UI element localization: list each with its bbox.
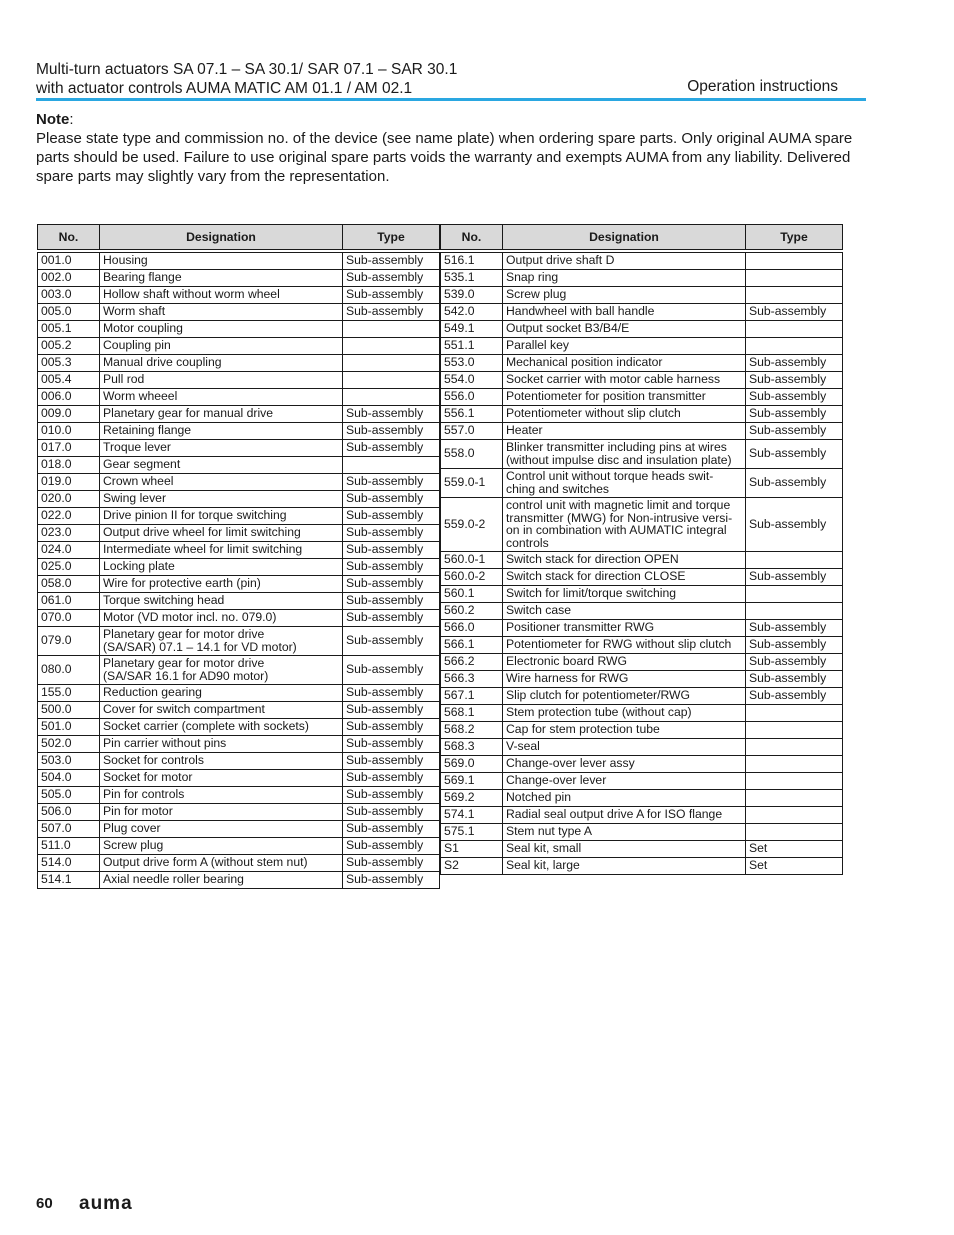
cell-no: 511.0 bbox=[38, 838, 100, 855]
table-row bbox=[441, 270, 843, 287]
cell-no: 005.3 bbox=[38, 355, 100, 372]
cell-type bbox=[746, 807, 843, 824]
cell-type: Sub-assembly bbox=[343, 593, 440, 610]
table-row bbox=[441, 569, 843, 586]
column-header-type: Type bbox=[343, 225, 440, 250]
cell-no: 504.0 bbox=[38, 770, 100, 787]
cell-no: 559.0-1 bbox=[441, 469, 503, 498]
cell-designation: Axial needle roller bearing bbox=[100, 872, 343, 889]
cell-designation: Torque switching head bbox=[100, 593, 343, 610]
cell-designation: Switch stack for direction OPEN bbox=[503, 552, 746, 569]
table-row bbox=[38, 719, 440, 736]
table-row bbox=[441, 620, 843, 637]
cell-designation: Locking plate bbox=[100, 559, 343, 576]
header-title-line-2: with actuator controls AUMA MATIC AM 01.1 / AM 02.1 bbox=[36, 80, 413, 97]
cell-type: Sub-assembly bbox=[746, 688, 843, 705]
page-header bbox=[36, 60, 866, 98]
cell-type: Sub-assembly bbox=[746, 498, 843, 552]
cell-no: 018.0 bbox=[38, 457, 100, 474]
cell-no: 501.0 bbox=[38, 719, 100, 736]
cell-type bbox=[746, 722, 843, 739]
cell-no: 549.1 bbox=[441, 321, 503, 338]
cell-type: Sub-assembly bbox=[746, 406, 843, 423]
cell-type: Sub-assembly bbox=[343, 719, 440, 736]
cell-designation: Change-over lever bbox=[503, 773, 746, 790]
table-row bbox=[441, 253, 843, 270]
cell-type: Sub-assembly bbox=[746, 355, 843, 372]
cell-no: 516.1 bbox=[441, 253, 503, 270]
cell-type bbox=[746, 287, 843, 304]
cell-type bbox=[343, 372, 440, 389]
cell-no: 503.0 bbox=[38, 753, 100, 770]
cell-designation: Radial seal output drive A for ISO flange bbox=[503, 807, 746, 824]
table-row bbox=[441, 756, 843, 773]
cell-designation: Reduction gearing bbox=[100, 685, 343, 702]
table-row bbox=[38, 627, 440, 656]
cell-type: Sub-assembly bbox=[343, 508, 440, 525]
cell-designation: Socket carrier with motor cable harness bbox=[503, 372, 746, 389]
cell-designation: Plug cover bbox=[100, 821, 343, 838]
cell-designation: Socket for motor bbox=[100, 770, 343, 787]
cell-type: Sub-assembly bbox=[746, 440, 843, 469]
cell-type: Sub-assembly bbox=[343, 787, 440, 804]
cell-no: 022.0 bbox=[38, 508, 100, 525]
cell-type: Sub-assembly bbox=[343, 838, 440, 855]
cell-designation: Output socket B3/B4/E bbox=[503, 321, 746, 338]
cell-designation: Output drive wheel for limit switching bbox=[100, 525, 343, 542]
cell-type bbox=[343, 338, 440, 355]
cell-type bbox=[746, 773, 843, 790]
cell-designation: Wire for protective earth (pin) bbox=[100, 576, 343, 593]
table-row bbox=[38, 656, 440, 685]
cell-no: 539.0 bbox=[441, 287, 503, 304]
page-number: 60 bbox=[36, 1194, 53, 1212]
column-header-no: No. bbox=[38, 225, 100, 250]
parts-table-right bbox=[440, 224, 843, 875]
cell-no: 023.0 bbox=[38, 525, 100, 542]
cell-designation: Potentiometer for position transmitter bbox=[503, 389, 746, 406]
table-row bbox=[441, 372, 843, 389]
cell-type: Sub-assembly bbox=[746, 304, 843, 321]
cell-designation: Stem nut type A bbox=[503, 824, 746, 841]
table-row bbox=[441, 671, 843, 688]
table-header-row bbox=[38, 225, 440, 250]
cell-no: 560.2 bbox=[441, 603, 503, 620]
cell-designation: Seal kit, large bbox=[503, 858, 746, 875]
cell-no: 557.0 bbox=[441, 423, 503, 440]
cell-designation: Output drive form A (without stem nut) bbox=[100, 855, 343, 872]
cell-type bbox=[746, 756, 843, 773]
table-row bbox=[38, 593, 440, 610]
parts-table-left bbox=[37, 224, 440, 889]
cell-type: Sub-assembly bbox=[343, 491, 440, 508]
cell-no: 507.0 bbox=[38, 821, 100, 838]
cell-no: 569.1 bbox=[441, 773, 503, 790]
cell-designation: Pin for controls bbox=[100, 787, 343, 804]
cell-no: 554.0 bbox=[441, 372, 503, 389]
cell-designation: Swing lever bbox=[100, 491, 343, 508]
cell-designation: Gear segment bbox=[100, 457, 343, 474]
cell-no: 005.4 bbox=[38, 372, 100, 389]
cell-type: Sub-assembly bbox=[343, 423, 440, 440]
cell-type: Sub-assembly bbox=[343, 702, 440, 719]
cell-no: 560.0-1 bbox=[441, 552, 503, 569]
cell-designation: Planetary gear for manual drive bbox=[100, 406, 343, 423]
table-row bbox=[441, 654, 843, 671]
cell-no: 569.2 bbox=[441, 790, 503, 807]
cell-designation: Manual drive coupling bbox=[100, 355, 343, 372]
cell-no: 061.0 bbox=[38, 593, 100, 610]
cell-no: 006.0 bbox=[38, 389, 100, 406]
table-row bbox=[38, 838, 440, 855]
cell-no: S1 bbox=[441, 841, 503, 858]
cell-designation: V-seal bbox=[503, 739, 746, 756]
note-block: Note: Please state type and commission no. of the device (see name plate) when ordering spare parts. Only original AUMA spare parts should be used. Failure to use original spare parts voids the warranty and exempts AUMA from any liability. Delivered spare parts may slightly vary from the representation. bbox=[36, 110, 866, 186]
cell-designation: Crown wheel bbox=[100, 474, 343, 491]
cell-no: 551.1 bbox=[441, 338, 503, 355]
column-header-type: Type bbox=[746, 225, 843, 250]
cell-no: 567.1 bbox=[441, 688, 503, 705]
cell-no: 005.1 bbox=[38, 321, 100, 338]
cell-designation: Slip clutch for potentiometer/RWG bbox=[503, 688, 746, 705]
cell-type: Sub-assembly bbox=[343, 627, 440, 656]
column-header-designation: Designation bbox=[503, 225, 746, 250]
cell-type: Sub-assembly bbox=[343, 440, 440, 457]
table-row bbox=[441, 355, 843, 372]
table-row bbox=[38, 355, 440, 372]
table-row bbox=[38, 287, 440, 304]
cell-no: 560.0-2 bbox=[441, 569, 503, 586]
table-row bbox=[38, 406, 440, 423]
table-row bbox=[38, 338, 440, 355]
cell-designation: Electronic board RWG bbox=[503, 654, 746, 671]
table-row bbox=[38, 821, 440, 838]
cell-no: 005.2 bbox=[38, 338, 100, 355]
cell-type: Sub-assembly bbox=[343, 753, 440, 770]
table-row bbox=[441, 304, 843, 321]
cell-designation: Motor coupling bbox=[100, 321, 343, 338]
table-row bbox=[441, 287, 843, 304]
cell-type: Sub-assembly bbox=[746, 654, 843, 671]
cell-designation: Screw plug bbox=[100, 838, 343, 855]
cell-designation: Pin carrier without pins bbox=[100, 736, 343, 753]
cell-designation: Positioner transmitter RWG bbox=[503, 620, 746, 637]
table-row bbox=[38, 576, 440, 593]
table-row bbox=[441, 790, 843, 807]
cell-type: Sub-assembly bbox=[746, 620, 843, 637]
cell-no: 566.1 bbox=[441, 637, 503, 654]
cell-type bbox=[746, 586, 843, 603]
cell-type: Sub-assembly bbox=[343, 610, 440, 627]
cell-type: Sub-assembly bbox=[343, 736, 440, 753]
cell-designation: Control unit without torque heads swit- ching and switches bbox=[503, 469, 746, 498]
header-doc-type: Operation instructions bbox=[687, 78, 838, 95]
cell-designation: Switch for limit/torque switching bbox=[503, 586, 746, 603]
cell-no: 556.1 bbox=[441, 406, 503, 423]
cell-type: Sub-assembly bbox=[343, 542, 440, 559]
table-row bbox=[38, 770, 440, 787]
cell-no: 070.0 bbox=[38, 610, 100, 627]
table-row bbox=[38, 610, 440, 627]
cell-no: 009.0 bbox=[38, 406, 100, 423]
auma-logo bbox=[79, 1193, 151, 1213]
cell-type: Sub-assembly bbox=[343, 559, 440, 576]
cell-type: Sub-assembly bbox=[343, 474, 440, 491]
cell-type bbox=[343, 355, 440, 372]
cell-designation: Pin for motor bbox=[100, 804, 343, 821]
table-row bbox=[38, 423, 440, 440]
cell-no: 568.3 bbox=[441, 739, 503, 756]
cell-designation: Cover for switch compartment bbox=[100, 702, 343, 719]
cell-designation: Hollow shaft without worm wheel bbox=[100, 287, 343, 304]
cell-type: Sub-assembly bbox=[746, 671, 843, 688]
table-row bbox=[38, 253, 440, 270]
cell-type: Sub-assembly bbox=[343, 855, 440, 872]
table-row bbox=[38, 804, 440, 821]
cell-no: 535.1 bbox=[441, 270, 503, 287]
table-row bbox=[441, 321, 843, 338]
cell-no: 575.1 bbox=[441, 824, 503, 841]
cell-type bbox=[746, 338, 843, 355]
cell-no: 569.0 bbox=[441, 756, 503, 773]
cell-type bbox=[746, 552, 843, 569]
table-row bbox=[38, 491, 440, 508]
cell-type: Sub-assembly bbox=[343, 770, 440, 787]
cell-type bbox=[746, 705, 843, 722]
table-row bbox=[441, 603, 843, 620]
cell-type: Sub-assembly bbox=[343, 576, 440, 593]
table-header-row bbox=[441, 225, 843, 250]
table-row bbox=[38, 440, 440, 457]
cell-type: Sub-assembly bbox=[746, 469, 843, 498]
note-text: Please state type and commission no. of the device (see name plate) when ordering spare parts. Only original AUMA spare parts should be used. Failure to use original spare parts voids the warranty and exempts AUMA from any liability. Delivered spare parts may slightly vary from the representation. bbox=[36, 130, 853, 185]
header-rule bbox=[36, 98, 866, 101]
cell-no: 559.0-2 bbox=[441, 498, 503, 552]
page-footer bbox=[36, 1193, 151, 1213]
table-row bbox=[38, 787, 440, 804]
cell-no: 019.0 bbox=[38, 474, 100, 491]
table-row bbox=[441, 389, 843, 406]
cell-designation: Potentiometer without slip clutch bbox=[503, 406, 746, 423]
cell-no: S2 bbox=[441, 858, 503, 875]
table-row bbox=[441, 498, 843, 552]
table-row bbox=[38, 525, 440, 542]
cell-type: Sub-assembly bbox=[343, 804, 440, 821]
table-row bbox=[38, 321, 440, 338]
table-row bbox=[441, 688, 843, 705]
cell-no: 079.0 bbox=[38, 627, 100, 656]
table-row bbox=[38, 389, 440, 406]
cell-no: 574.1 bbox=[441, 807, 503, 824]
table-row bbox=[441, 338, 843, 355]
cell-type: Set bbox=[746, 841, 843, 858]
table-row bbox=[38, 702, 440, 719]
cell-type: Set bbox=[746, 858, 843, 875]
cell-type bbox=[343, 457, 440, 474]
table-row bbox=[38, 304, 440, 321]
cell-no: 506.0 bbox=[38, 804, 100, 821]
cell-designation: Intermediate wheel for limit switching bbox=[100, 542, 343, 559]
cell-designation: Cap for stem protection tube bbox=[503, 722, 746, 739]
cell-type bbox=[746, 824, 843, 841]
table-row bbox=[441, 440, 843, 469]
cell-designation: Housing bbox=[100, 253, 343, 270]
cell-no: 005.0 bbox=[38, 304, 100, 321]
cell-no: 514.0 bbox=[38, 855, 100, 872]
cell-type bbox=[746, 739, 843, 756]
table-row bbox=[441, 773, 843, 790]
cell-designation: Notched pin bbox=[503, 790, 746, 807]
table-row bbox=[441, 722, 843, 739]
table-row bbox=[38, 753, 440, 770]
cell-type bbox=[343, 389, 440, 406]
cell-no: 502.0 bbox=[38, 736, 100, 753]
cell-designation: Screw plug bbox=[503, 287, 746, 304]
cell-no: 020.0 bbox=[38, 491, 100, 508]
cell-no: 025.0 bbox=[38, 559, 100, 576]
cell-no: 017.0 bbox=[38, 440, 100, 457]
table-row bbox=[38, 372, 440, 389]
cell-designation: Wire harness for RWG bbox=[503, 671, 746, 688]
cell-designation: Snap ring bbox=[503, 270, 746, 287]
table-row bbox=[38, 508, 440, 525]
cell-designation: Blinker transmitter including pins at wires (without impulse disc and insulation plate) bbox=[503, 440, 746, 469]
cell-type bbox=[343, 321, 440, 338]
cell-designation: Worm wheeel bbox=[100, 389, 343, 406]
cell-designation: Coupling pin bbox=[100, 338, 343, 355]
cell-no: 566.2 bbox=[441, 654, 503, 671]
cell-designation: Potentiometer for RWG without slip clutch bbox=[503, 637, 746, 654]
cell-designation: Socket for controls bbox=[100, 753, 343, 770]
table-row bbox=[441, 705, 843, 722]
cell-designation: Planetary gear for motor drive (SA/SAR) 07.1 – 14.1 for VD motor) bbox=[100, 627, 343, 656]
cell-type: Sub-assembly bbox=[343, 253, 440, 270]
cell-type: Sub-assembly bbox=[746, 637, 843, 654]
table-row bbox=[441, 841, 843, 858]
cell-type: Sub-assembly bbox=[343, 525, 440, 542]
cell-no: 553.0 bbox=[441, 355, 503, 372]
cell-type: Sub-assembly bbox=[746, 569, 843, 586]
table-row bbox=[38, 736, 440, 753]
cell-type: Sub-assembly bbox=[343, 406, 440, 423]
cell-designation: Handwheel with ball handle bbox=[503, 304, 746, 321]
cell-no: 010.0 bbox=[38, 423, 100, 440]
cell-type bbox=[746, 790, 843, 807]
cell-designation: Output drive shaft D bbox=[503, 253, 746, 270]
cell-designation: Troque lever bbox=[100, 440, 343, 457]
logo-text: auma bbox=[78, 1193, 133, 1213]
cell-no: 568.1 bbox=[441, 705, 503, 722]
cell-type bbox=[746, 603, 843, 620]
header-title-line-1: Multi-turn actuators SA 07.1 – SA 30.1/ SAR 07.1 – SAR 30.1 bbox=[36, 61, 458, 78]
cell-designation: Motor (VD motor incl. no. 079.0) bbox=[100, 610, 343, 627]
cell-no: 514.1 bbox=[38, 872, 100, 889]
cell-type: Sub-assembly bbox=[343, 685, 440, 702]
cell-no: 080.0 bbox=[38, 656, 100, 685]
note-title: Note bbox=[36, 111, 70, 128]
cell-type: Sub-assembly bbox=[343, 304, 440, 321]
cell-designation: Socket carrier (complete with sockets) bbox=[100, 719, 343, 736]
cell-designation: Retaining flange bbox=[100, 423, 343, 440]
table-row bbox=[38, 542, 440, 559]
cell-type bbox=[746, 321, 843, 338]
cell-designation: Change-over lever assy bbox=[503, 756, 746, 773]
table-row bbox=[441, 552, 843, 569]
cell-designation: Bearing flange bbox=[100, 270, 343, 287]
table-row bbox=[441, 423, 843, 440]
cell-no: 558.0 bbox=[441, 440, 503, 469]
cell-type bbox=[746, 253, 843, 270]
cell-no: 003.0 bbox=[38, 287, 100, 304]
cell-type: Sub-assembly bbox=[343, 656, 440, 685]
cell-type: Sub-assembly bbox=[746, 372, 843, 389]
cell-designation: Heater bbox=[503, 423, 746, 440]
cell-no: 566.3 bbox=[441, 671, 503, 688]
table-row bbox=[38, 685, 440, 702]
cell-no: 155.0 bbox=[38, 685, 100, 702]
cell-type: Sub-assembly bbox=[343, 270, 440, 287]
table-row bbox=[441, 406, 843, 423]
cell-designation: Mechanical position indicator bbox=[503, 355, 746, 372]
cell-type: Sub-assembly bbox=[343, 821, 440, 838]
cell-no: 566.0 bbox=[441, 620, 503, 637]
cell-no: 568.2 bbox=[441, 722, 503, 739]
column-header-designation: Designation bbox=[100, 225, 343, 250]
cell-type: Sub-assembly bbox=[343, 872, 440, 889]
cell-type: Sub-assembly bbox=[746, 389, 843, 406]
table-row bbox=[38, 474, 440, 491]
cell-designation: Switch stack for direction CLOSE bbox=[503, 569, 746, 586]
cell-designation: Drive pinion II for torque switching bbox=[100, 508, 343, 525]
cell-designation: Seal kit, small bbox=[503, 841, 746, 858]
cell-type: Sub-assembly bbox=[746, 423, 843, 440]
cell-no: 024.0 bbox=[38, 542, 100, 559]
cell-designation: Worm shaft bbox=[100, 304, 343, 321]
table-row bbox=[441, 586, 843, 603]
cell-designation: Pull rod bbox=[100, 372, 343, 389]
table-row bbox=[38, 559, 440, 576]
cell-no: 058.0 bbox=[38, 576, 100, 593]
cell-designation: Parallel key bbox=[503, 338, 746, 355]
table-row bbox=[38, 270, 440, 287]
cell-designation: control unit with magnetic limit and torque transmitter (MWG) for Non-intrusive versi- on in combination with AUMATIC integral controls bbox=[503, 498, 746, 552]
table-row bbox=[441, 824, 843, 841]
cell-designation: Planetary gear for motor drive (SA/SAR 16.1 for AD90 motor) bbox=[100, 656, 343, 685]
table-row bbox=[441, 807, 843, 824]
cell-type: Sub-assembly bbox=[343, 287, 440, 304]
cell-designation: Switch case bbox=[503, 603, 746, 620]
table-row bbox=[441, 858, 843, 875]
cell-no: 001.0 bbox=[38, 253, 100, 270]
table-row bbox=[38, 457, 440, 474]
cell-no: 500.0 bbox=[38, 702, 100, 719]
cell-designation: Stem protection tube (without cap) bbox=[503, 705, 746, 722]
cell-no: 542.0 bbox=[441, 304, 503, 321]
cell-no: 002.0 bbox=[38, 270, 100, 287]
table-row bbox=[441, 637, 843, 654]
cell-no: 505.0 bbox=[38, 787, 100, 804]
cell-no: 556.0 bbox=[441, 389, 503, 406]
table-row bbox=[441, 739, 843, 756]
column-header-no: No. bbox=[441, 225, 503, 250]
table-row bbox=[441, 469, 843, 498]
cell-type bbox=[746, 270, 843, 287]
table-row bbox=[38, 872, 440, 889]
table-row bbox=[38, 855, 440, 872]
cell-no: 560.1 bbox=[441, 586, 503, 603]
